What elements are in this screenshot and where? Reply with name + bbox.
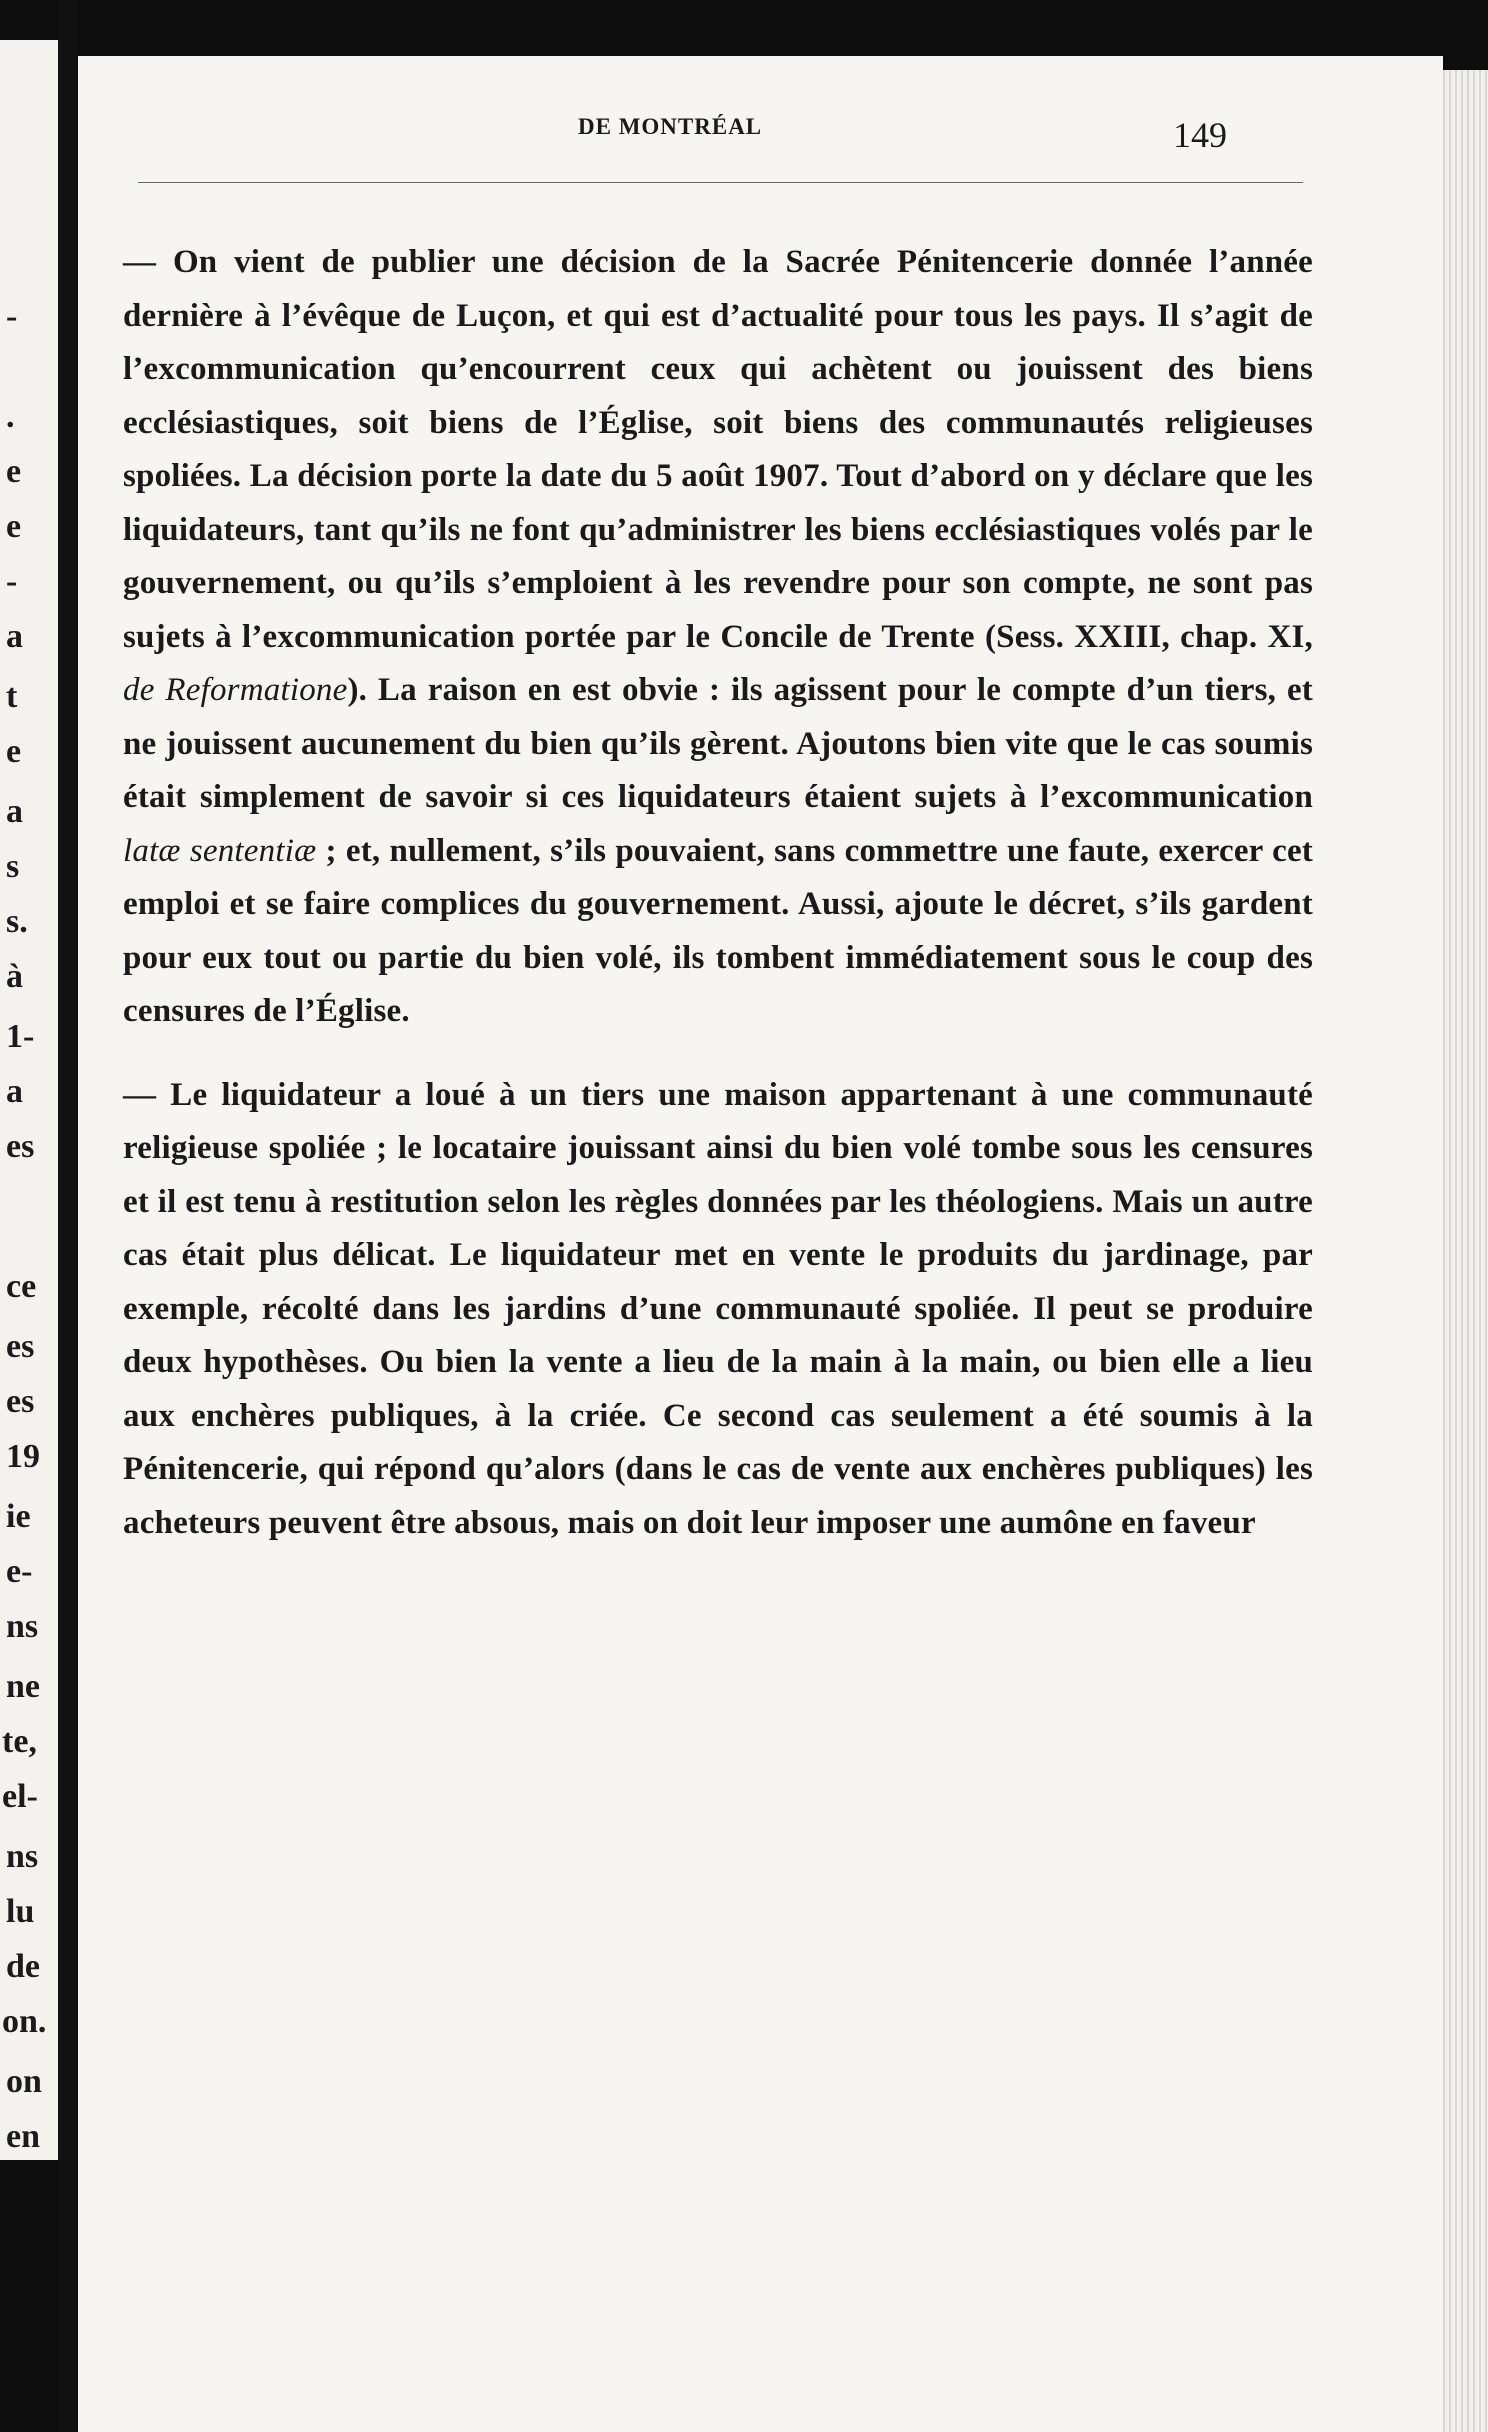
left-page-fragment: e [6, 733, 22, 770]
left-page-fragment: ns [6, 1838, 39, 1875]
left-page-fragment: a [6, 793, 23, 830]
left-page-fragment: es [6, 1128, 35, 1165]
left-page-fragment: t [6, 678, 18, 715]
page-stack-edge [1443, 70, 1488, 2432]
paragraph-1-part-1: — On vient de publier une décision de la Sacrée Pénitencerie donnée l’année dernière à l’évêque de Luçon, et qui est d’actualité pour tous les pays. Il s’agit de l’excommunication qu’encourrent ceux qui achètent ou jouissent des biens ecclésiastiques, soit biens de l’Église, soit biens des communautés religieuses spoliées. La décision porte la date du 5 août 1907. Tout d’abord on y déclare que les liquidateurs, tant qu’ils ne font qu’administrer les biens ecclésiastiques volés par le gouvernement, ou qu’ils s’emploient à les revendre pour son compte, ne sont pas sujets à l’excommunication portée par le Concile de Trente (Sess. XXIII, chap. XI, [123, 244, 1313, 655]
left-page-fragment: te, [2, 1723, 37, 1760]
body-text [123, 236, 1313, 1550]
left-page-fragment: à [6, 958, 23, 995]
left-page-fragment: ns [6, 1608, 39, 1645]
left-page-fragment: on. [2, 2003, 47, 2040]
left-page-fragment: e [6, 453, 22, 490]
left-page-fragment: de [6, 1948, 40, 1985]
left-page-fragment: ne [6, 1668, 40, 1705]
left-page-fragment: lu [6, 1893, 35, 1930]
paragraph-1 [123, 236, 1313, 1039]
left-page-fragment: . [6, 398, 15, 435]
left-page-fragment: on [6, 2063, 42, 2100]
book-gutter [58, 0, 78, 2432]
paragraph-2: — Le liquidateur a loué à un tiers une maison appartenant à une communauté religieuse spoliée ; le locataire jouissant ainsi du bien volé tombe sous les censures et il est tenu à restitution selon les règles données par les théologiens. Mais un autre cas était plus délicat. Le liquidateur met en vente le produits du jardinage, par exemple, récolté dans les jardins d’une communauté spoliée. Il peut se produire deux hypothèses. Ou bien la vente a lieu de la main à la main, ou bien elle a lieu aux enchères publiques, à la criée. Ce second cas seulement a été soumis à la Pénitencerie, qui répond qu’alors (dans le cas de vente aux enchères publiques) les acheteurs peuvent être absous, mais on doit leur imposer une aumône en faveur [123, 1076, 1313, 1541]
left-page-fragment: s [6, 848, 20, 885]
left-page-fragment: a [6, 1073, 23, 1110]
italic-latae-sententiae: latæ sententiæ [123, 832, 317, 869]
left-page-fragment: a [6, 618, 23, 655]
header-rule [138, 182, 1303, 183]
left-page-fragment: es [6, 1383, 35, 1420]
left-page-fragment: e [6, 508, 22, 545]
left-page-fragment: 19 [6, 1438, 40, 1475]
paragraph-1-part-3: ; et, nullement, s’ils pouvaient, sans commettre une faute, exercer cet emploi et se faire complices du gouvernement. Aussi, ajoute le décret, s’ils gardent pour eux tout ou partie du bien volé, ils tombent immédiatement sous le coup des censures de l’Église. [123, 832, 1313, 1029]
running-title: DE MONTRÉAL [578, 114, 763, 139]
left-page-fragment: s. [6, 903, 28, 940]
left-page-fragment: e- [6, 1553, 33, 1590]
left-page-fragment: - [6, 298, 18, 335]
left-page-fragment: 1- [6, 1018, 35, 1055]
book-page [78, 56, 1443, 2432]
left-page-fragment: ie [6, 1498, 31, 1535]
page-number: 149 [1173, 115, 1227, 155]
left-page-fragment: en [6, 2118, 40, 2155]
italic-de-reformatione: de Reformatione [123, 672, 348, 708]
left-page-fragment: el- [2, 1778, 38, 1815]
left-page-fragment: - [6, 563, 18, 600]
left-page-fragment: ce [6, 1268, 37, 1305]
paragraph-1-part-2: ). La raison en est obvie : ils agissent pour le compte d’un tiers, et ne jouissent aucunement du bien qu’ils gèrent. Ajoutons bien vite que le cas soumis était simplement de savoir si ces liquidateurs étaient sujets à l’excommunication [123, 672, 1313, 815]
left-page-fragment: es [6, 1328, 35, 1365]
